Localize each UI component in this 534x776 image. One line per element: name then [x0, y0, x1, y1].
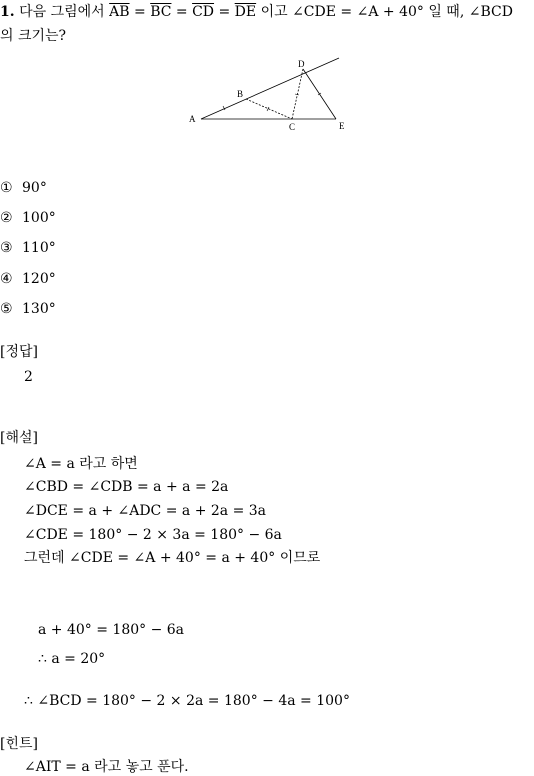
- question-line2: 의 크기는?: [0, 28, 67, 44]
- segment-de: $\overline{DE}$: [234, 4, 257, 20]
- question-line1-b: 이고 ∠CDE = ∠A + 40° 일 때, ∠BCD: [260, 4, 513, 20]
- solution-line-5: 그런데 ∠CDE = ∠A + 40° = a + 40° 이므로: [24, 550, 321, 566]
- equals-sign: =: [134, 4, 146, 20]
- option-3[interactable]: [0, 239, 56, 257]
- solution-equation-1: a + 40° = 180° − 6a: [38, 622, 185, 638]
- solution-line-4: ∠CDE = 180° − 2 × 3a = 180° − 6a: [24, 527, 282, 543]
- segment-bc-line: [246, 99, 292, 119]
- label-b: B: [237, 89, 244, 99]
- segment-ab: $\overline{AB}$: [109, 4, 130, 20]
- option-text: 90°: [22, 180, 47, 196]
- option-marker: ④: [0, 271, 13, 287]
- label-a: A: [189, 114, 196, 124]
- option-text: 110°: [22, 240, 56, 256]
- solution-equation-2: ∴ a = 20°: [38, 651, 106, 667]
- solution-line-1: ∠A = a 라고 하면: [24, 456, 138, 472]
- option-marker: ③: [0, 240, 13, 256]
- segment-bc: $\overline{BC}$: [150, 4, 172, 20]
- option-marker: ②: [0, 210, 13, 226]
- solution-line-2: ∠CBD = ∠CDB = a + a = 2a: [24, 479, 229, 495]
- option-text: 130°: [22, 301, 56, 317]
- label-e: E: [339, 121, 345, 131]
- option-marker: ①: [0, 180, 13, 196]
- question-text: [0, 0, 530, 48]
- answer-value: 2: [24, 369, 33, 385]
- option-2[interactable]: [0, 209, 56, 227]
- equals-sign: =: [218, 4, 231, 20]
- hint-heading: [힌트]: [0, 736, 38, 752]
- label-d: D: [298, 59, 305, 69]
- question-line1-a: 다음 그림에서: [19, 4, 105, 20]
- solution-heading: [해설]: [0, 430, 38, 446]
- option-4[interactable]: [0, 270, 56, 288]
- hint-text: ∠AIT = a 라고 놓고 푼다.: [24, 759, 189, 775]
- segment-cd: $\overline{CD}$: [192, 4, 215, 20]
- tick-cd: [295, 94, 299, 95]
- solution-final: ∴ ∠BCD = 180° − 2 × 2a = 180° − 4a = 100°: [24, 693, 350, 709]
- option-marker: ⑤: [0, 301, 13, 317]
- option-5[interactable]: [0, 300, 56, 318]
- answer-heading: [정답]: [0, 344, 38, 360]
- solution-line-3: ∠DCE = a + ∠ADC = a + 2a = 3a: [24, 503, 267, 519]
- option-1[interactable]: [0, 179, 47, 197]
- question-number: 1.: [0, 4, 15, 20]
- geometry-figure: [185, 55, 355, 135]
- equals-sign: =: [175, 4, 188, 20]
- label-c: C: [289, 122, 296, 132]
- option-text: 100°: [22, 210, 56, 226]
- option-text: 120°: [22, 271, 56, 287]
